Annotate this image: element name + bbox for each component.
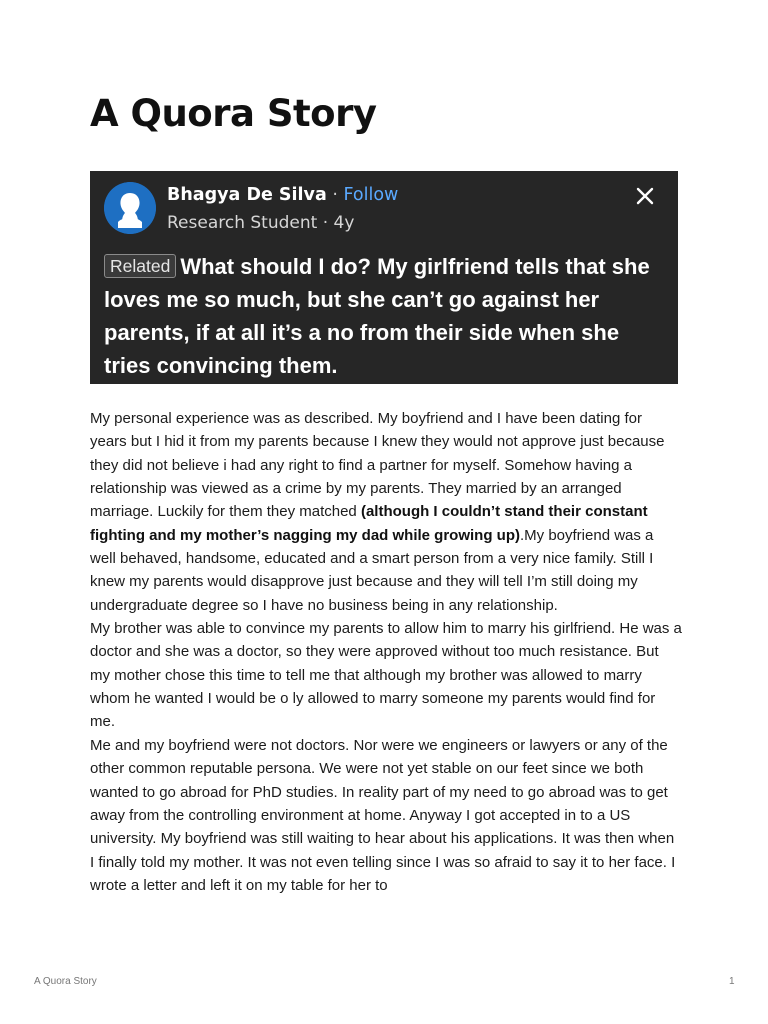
paragraph-1 [90,407,682,617]
author-line [167,185,398,205]
paragraph-2: My brother was able to convince my parents to allow him to marry his girlfriend. He was a doctor and she was a doctor, so they were approved without too much resistance. But my mother chose this time to tell me that although my brother was allowed to marry whom he wanted I would be o ly allowed to marry someone my parents would find for me. [90,620,682,731]
user-silhouette-icon [104,182,156,234]
close-icon [634,185,656,207]
paragraph-1-text-end: .My boyfriend was a well behaved, handsome, educated and a smart person from a very nice family. Still I knew my parents would disapprove just because and they will tell I’m still doing my undergraduate degree so I have no business being in any relationship. [90,526,654,614]
footer-title: A Quora Story [34,976,97,987]
story-body [90,407,682,897]
related-badge: Related [104,254,176,278]
page-number: 1 [729,976,735,987]
paragraph-1-text: My personal experience was as described. My boyfriend and I have been dating for years but I hid it from my parents because I knew they would not approve just because they did not believe i had any right to find a partner for myself. Somehow having a relationship was viewed as a crime by my parents. They married by an arranged marriage. Luckily for them they matched [90,410,665,521]
follow-link[interactable]: Follow [343,185,399,205]
author-name[interactable]: Bhagya De Silva [167,185,327,205]
paragraph-1-bold-text: (although I couldn’t stand their constant fighting and my mother’s nagging my dad while growing up) [90,503,648,544]
author-separator: · [326,185,344,205]
author-subtitle: Research Student · 4y [167,213,355,233]
page-title: A Quora Story [90,92,377,135]
close-button[interactable] [634,185,656,207]
avatar[interactable] [104,182,156,234]
related-question[interactable] [104,250,670,382]
question-text: What should I do? My girlfriend tells that she loves me so much, but she can’t go against her parents, if at all it’s a no from their side when she tries convincing them. [104,254,650,378]
quora-answer-card [90,171,678,384]
paragraph-3: Me and my boyfriend were not doctors. Nor were we engineers or lawyers or any of the other common reputable persona. We were not yet stable on our feet since we both wanted to go abroad for PhD studies. In reality part of my need to go abroad was to get away from the controlling environment at home. Anyway I got accepted in to a US university. My boyfriend was still waiting to hear about his applications. It was then when I finally told my mother. It was not even telling since I was so afraid to say it to her face. I wrote a letter and left it on my table for her to [90,736,676,894]
